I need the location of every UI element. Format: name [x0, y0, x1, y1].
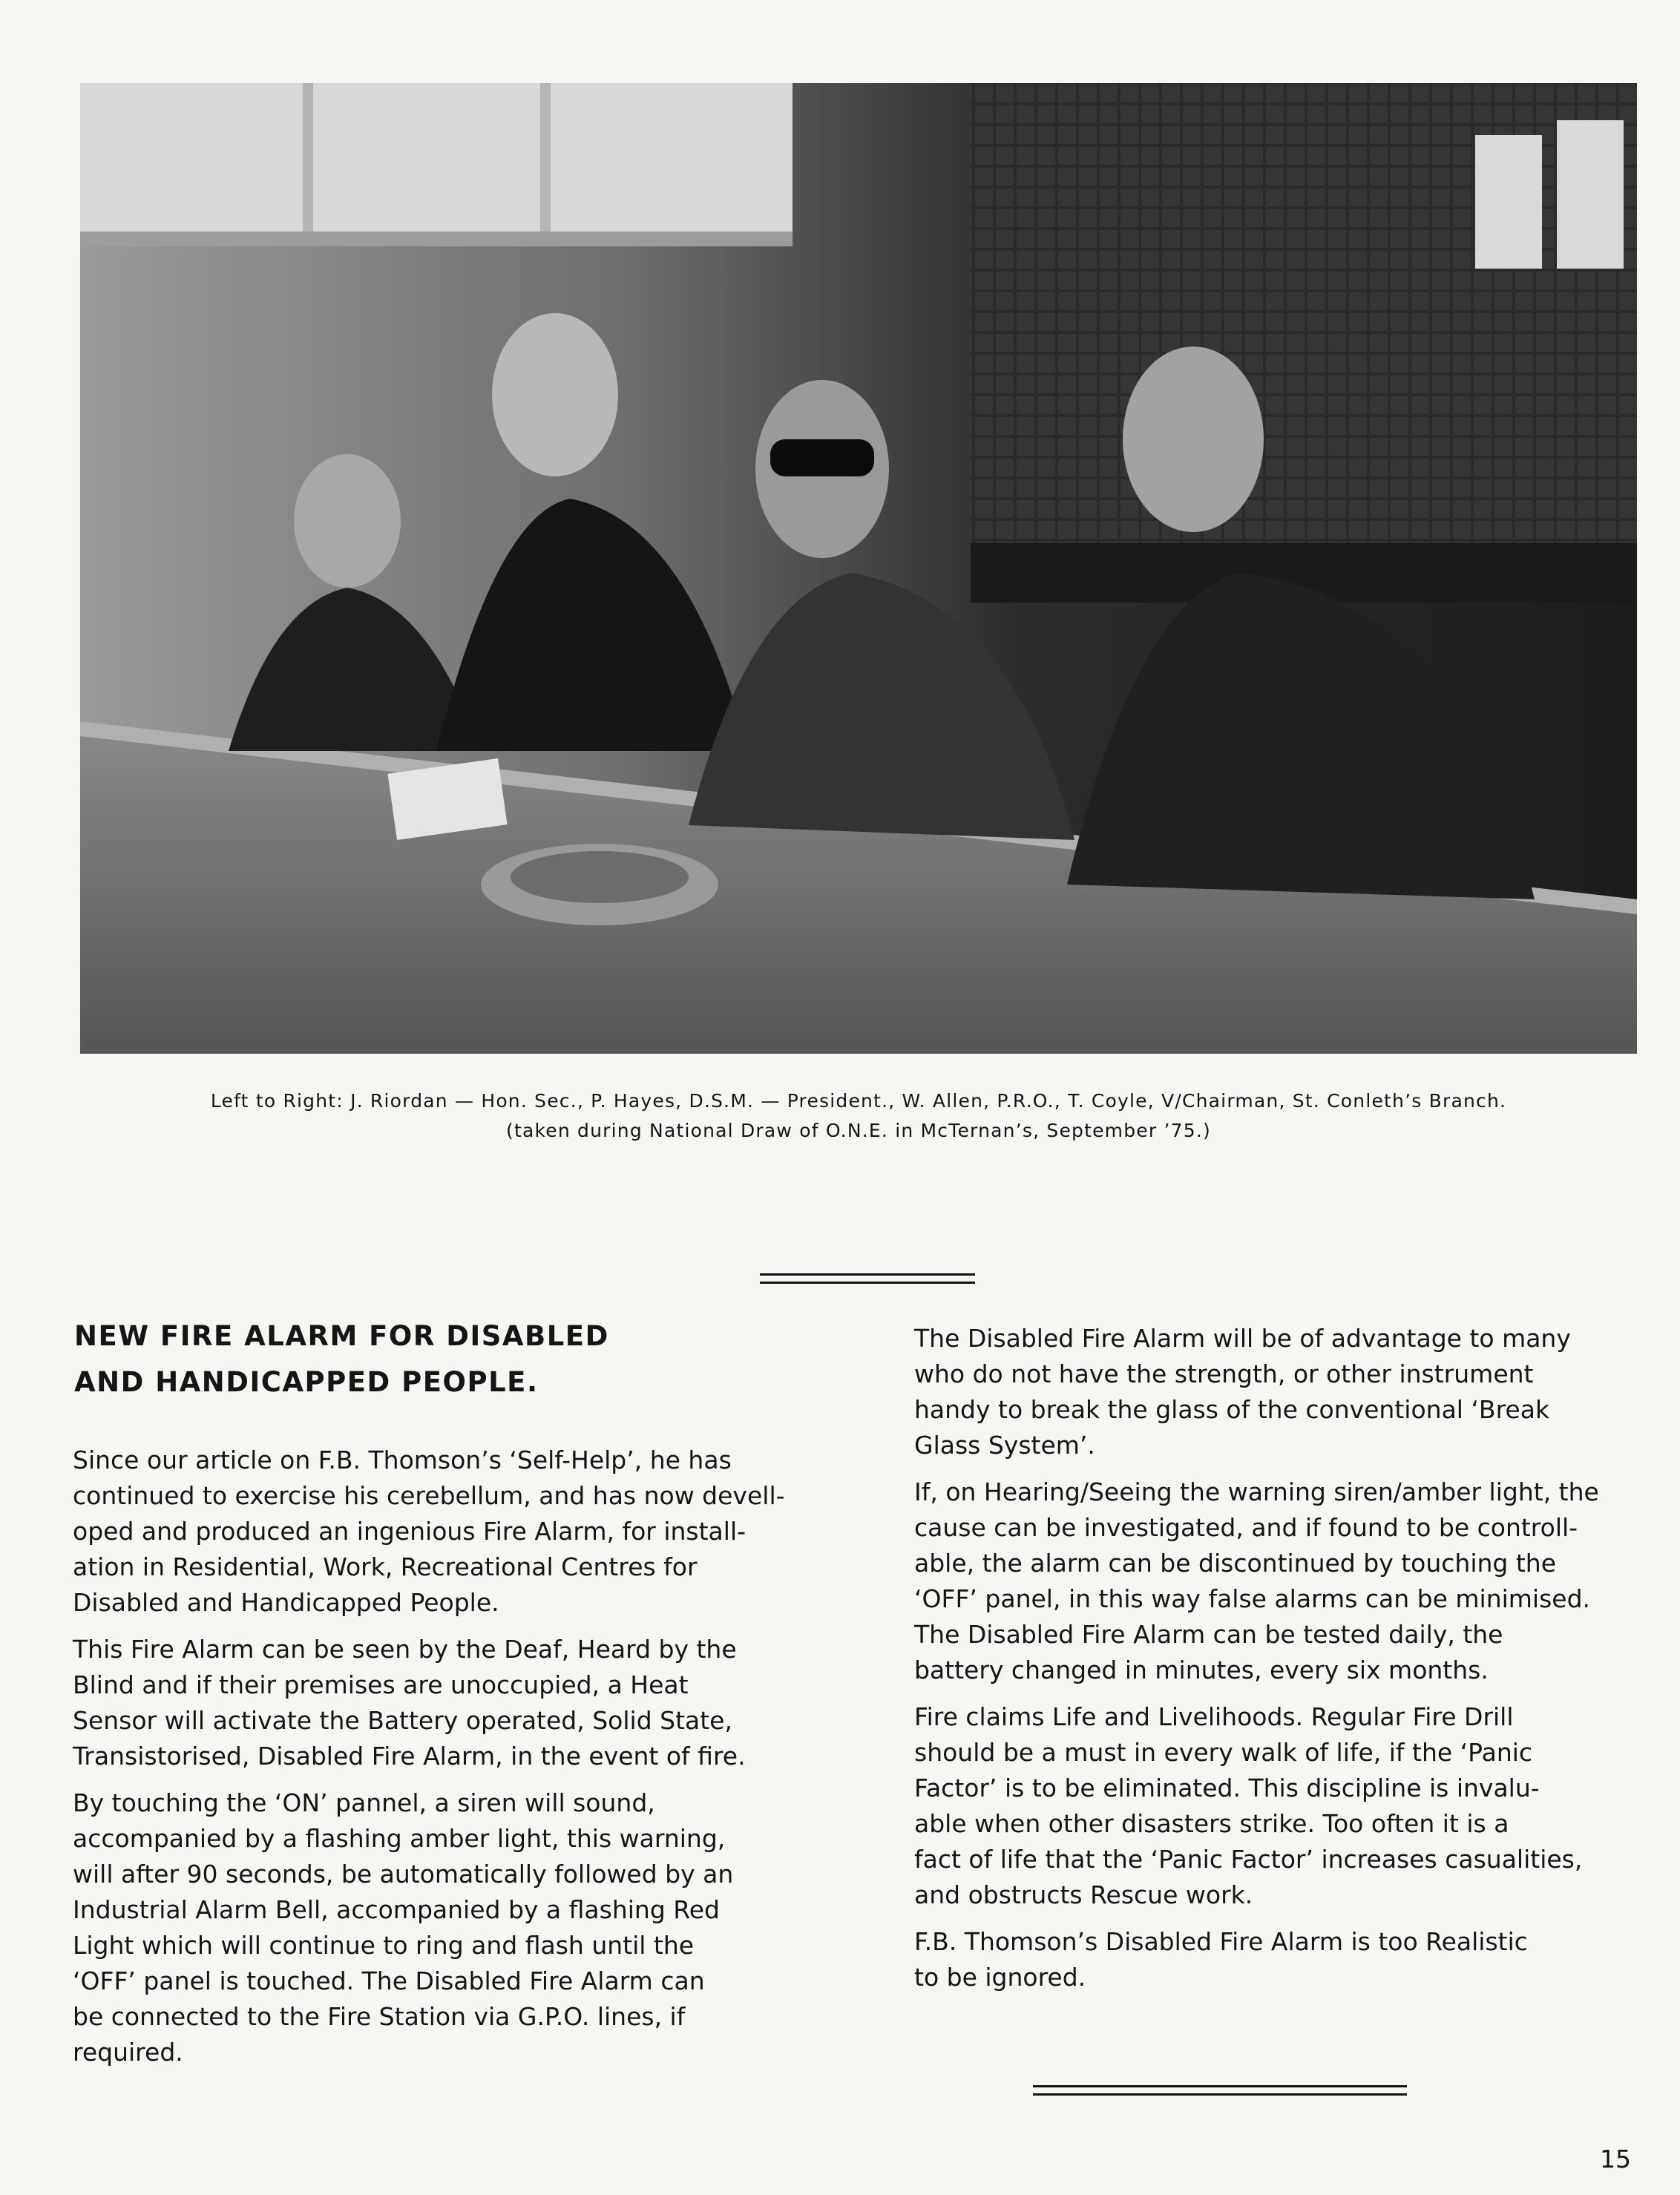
text-line: The Disabled Fire Alarm can be tested daily, the — [914, 1620, 1503, 1649]
paragraph — [914, 1474, 1627, 1688]
headline-line-1: NEW FIRE ALARM FOR DISABLED — [74, 1320, 609, 1352]
paragraph — [914, 1321, 1627, 1463]
text-line: Industrial Alarm Bell, accompanied by a flashing Red — [73, 1895, 720, 1924]
text-line: and obstructs Rescue work. — [914, 1880, 1253, 1909]
text-line: ‘OFF’ panel, in this way false alarms can be minimised. — [914, 1584, 1591, 1613]
paragraph — [73, 1443, 844, 1621]
text-line: ‘OFF’ panel is touched. The Disabled Fire Alarm can — [73, 1966, 705, 1995]
caption-line-1: Left to Right: J. Riordan — Hon. Sec., P. Hayes, D.S.M. — President., W. Allen, P.R.O., T. Coyle, V/Chairman, St. Conleth’s Branch. — [210, 1090, 1507, 1112]
article-right-column — [914, 1321, 1627, 2007]
text-line: By touching the ‘ON’ pannel, a siren will sound, — [73, 1788, 655, 1817]
text-line: Disabled and Handicapped People. — [73, 1588, 499, 1617]
text-line: This Fire Alarm can be seen by the Deaf, Heard by the — [73, 1635, 737, 1664]
text-line: should be a must in every walk of life, if the ‘Panic — [914, 1738, 1533, 1767]
text-line: be connected to the Fire Station via G.P.O. lines, if — [73, 2002, 686, 2031]
text-line: accompanied by a flashing amber light, this warning, — [73, 1824, 726, 1853]
text-line: Factor’ is to be eliminated. This discipline is invalu- — [914, 1774, 1540, 1802]
text-line: will after 90 seconds, be automatically followed by an — [73, 1860, 734, 1889]
paragraph — [73, 1632, 844, 1774]
page-number: 15 — [1600, 2145, 1631, 2173]
text-line: F.B. Thomson’s Disabled Fire Alarm is too Realistic — [914, 1927, 1528, 1956]
text-line: to be ignored. — [914, 1963, 1086, 1992]
text-line: battery changed in minutes, every six months. — [914, 1656, 1489, 1684]
text-line: continued to exercise his cerebellum, and has now devell- — [73, 1481, 785, 1510]
article-headline — [74, 1313, 831, 1405]
photo-caption — [80, 1086, 1637, 1146]
paragraph — [914, 1699, 1627, 1913]
group-photo — [80, 83, 1637, 1054]
text-line: able when other disasters strike. Too often it is a — [914, 1809, 1509, 1838]
text-line: Fire claims Life and Livelihoods. Regular Fire Drill — [914, 1702, 1514, 1731]
text-line: required. — [73, 2038, 183, 2067]
text-line: If, on Hearing/Seeing the warning siren/amber light, the — [914, 1477, 1599, 1506]
section-divider-bottom — [1033, 2085, 1407, 2096]
text-line: who do not have the strength, or other instrument — [914, 1359, 1534, 1388]
section-divider-top — [760, 1273, 975, 1284]
text-line: fact of life that the ‘Panic Factor’ increases casualities, — [914, 1845, 1583, 1874]
article-left-column — [73, 1443, 844, 2081]
text-line: The Disabled Fire Alarm will be of advantage to many — [914, 1324, 1571, 1353]
text-line: handy to break the glass of the conventional ‘Break — [914, 1395, 1550, 1424]
text-line: oped and produced an ingenious Fire Alarm, for install- — [73, 1517, 747, 1546]
text-line: Transistorised, Disabled Fire Alarm, in the event of fire. — [73, 1742, 746, 1771]
text-line: Light which will continue to ring and flash until the — [73, 1931, 695, 1960]
paragraph — [73, 1785, 844, 2070]
caption-line-2: (taken during National Draw of O.N.E. in McTernan’s, September ’75.) — [506, 1120, 1211, 1141]
text-line: Sensor will activate the Battery operated, Solid State, — [73, 1706, 732, 1735]
headline-line-2: AND HANDICAPPED PEOPLE. — [74, 1366, 539, 1398]
text-line: Glass System’. — [914, 1431, 1095, 1460]
text-line: cause can be investigated, and if found to be controll- — [914, 1513, 1578, 1542]
text-line: able, the alarm can be discontinued by touching the — [914, 1549, 1556, 1578]
text-line: Since our article on F.B. Thomson’s ‘Self-Help’, he has — [73, 1446, 732, 1474]
text-line: ation in Residential, Work, Recreational Centres for — [73, 1552, 698, 1581]
paragraph — [914, 1924, 1627, 1995]
photograph-icon — [80, 83, 1637, 1054]
text-line: Blind and if their premises are unoccupied, a Heat — [73, 1670, 689, 1699]
